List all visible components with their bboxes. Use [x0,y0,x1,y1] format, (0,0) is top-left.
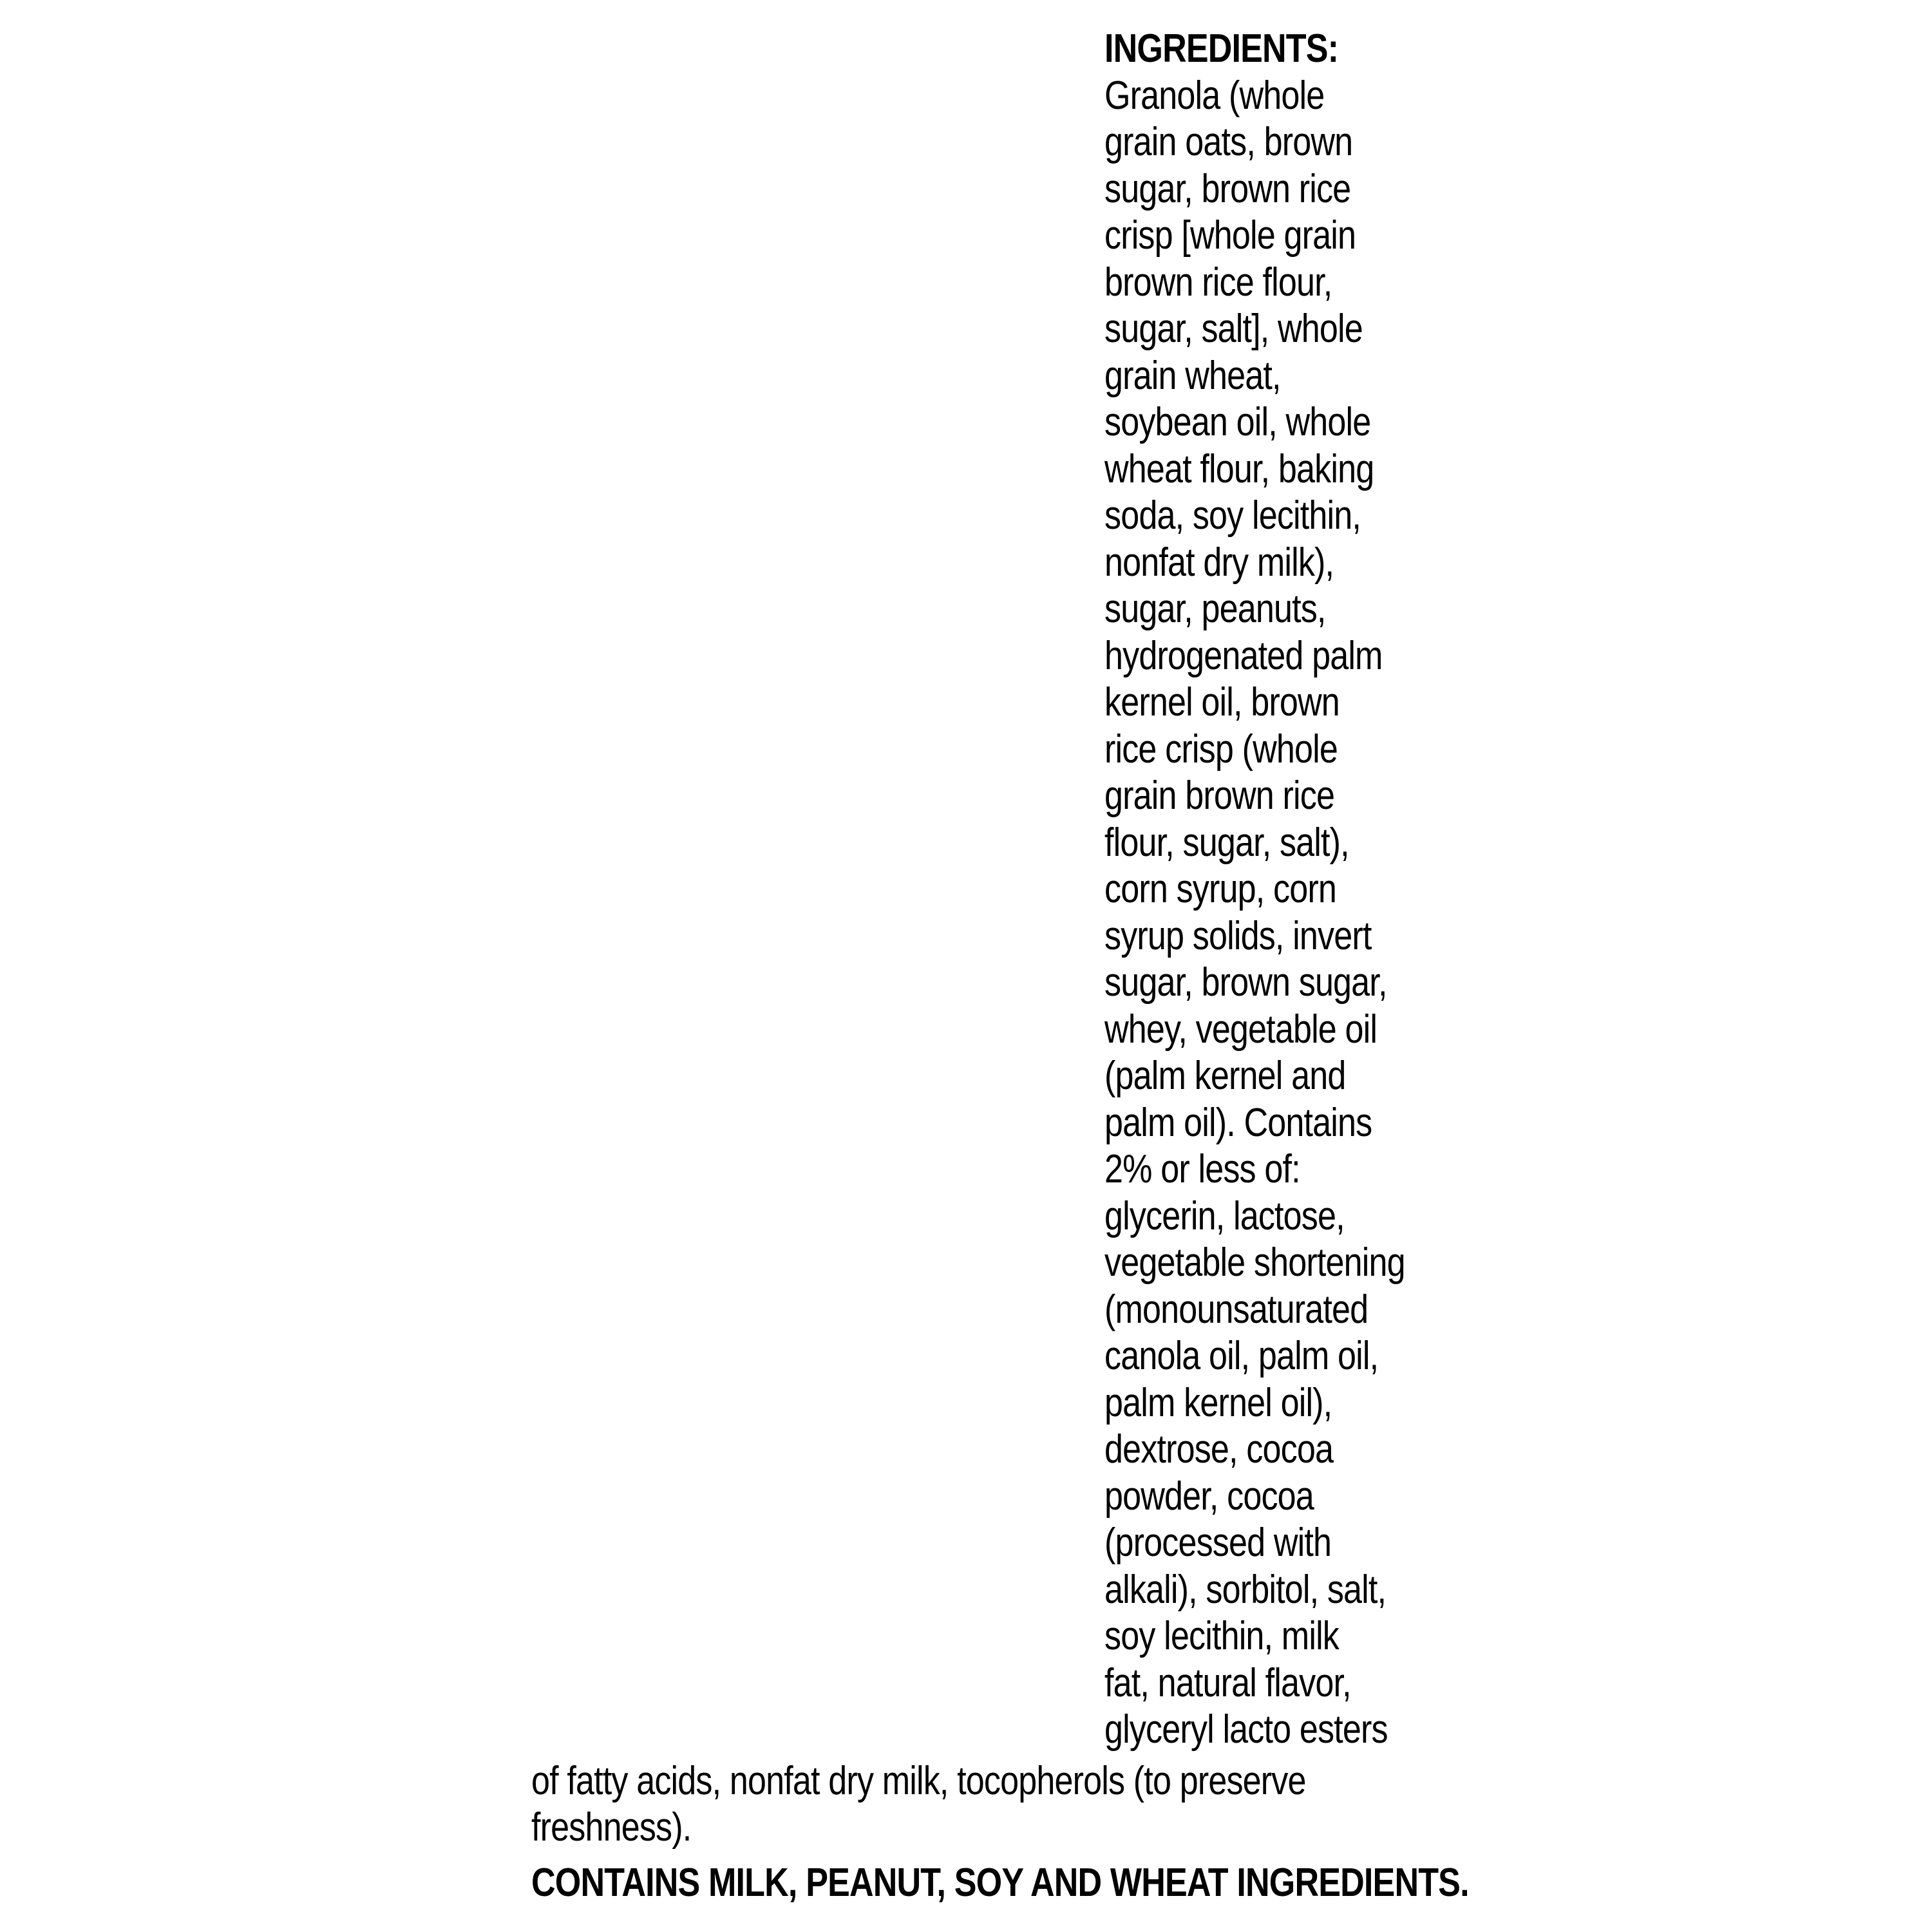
ingredient-line: palm kernel oil), [1104,1380,1332,1425]
ingredient-line: Granola (whole [1104,73,1325,118]
ingredient-line: freshness). [531,1805,692,1850]
allergen-statement: CONTAINS MILK, PEANUT, SOY AND WHEAT INGREDIENTS. [531,1861,1469,1905]
ingredient-line: brown rice flour, [1104,260,1332,305]
ingredient-line: dextrose, cocoa [1104,1427,1334,1472]
ingredient-line: corn syrup, corn [1104,867,1336,911]
ingredients-continuation [531,1758,1433,1851]
ingredient-line: flour, sugar, salt), [1104,820,1349,865]
ingredient-line: powder, cocoa [1104,1473,1314,1519]
ingredient-line: (palm kernel and [1104,1054,1346,1098]
ingredient-line: rice crisp (whole [1104,726,1338,772]
ingredient-line: soybean oil, whole [1104,400,1371,444]
ingredient-line: sugar, peanuts, [1104,587,1326,631]
ingredient-line: glyceryl lacto esters [1104,1707,1388,1752]
ingredient-line: canola oil, palm oil, [1104,1334,1379,1378]
ingredient-line: grain oats, brown [1104,120,1353,164]
ingredient-line: glycerin, lactose, [1104,1193,1345,1238]
ingredients-heading: INGREDIENTS: [1104,26,1339,71]
ingredient-line: sugar, brown rice [1104,166,1351,211]
ingredient-line: grain brown rice [1104,773,1335,818]
ingredient-line: syrup solids, invert [1104,913,1372,958]
ingredient-line: sugar, salt], whole [1104,307,1363,351]
ingredient-line: alkali), sorbitol, salt, [1104,1567,1387,1612]
ingredient-line: nonfat dry milk), [1104,540,1334,585]
ingredient-line: (processed with [1104,1520,1332,1565]
ingredient-line: (monounsaturated [1104,1287,1368,1332]
ingredient-line: 2% or less of: [1104,1147,1300,1191]
ingredient-line: of fatty acids, nonfat dry milk, tocopherols (to preserve [531,1759,1306,1803]
ingredients-column [1104,26,1465,1754]
ingredient-line: sugar, brown sugar, [1104,960,1387,1005]
ingredient-line: vegetable shortening [1104,1240,1405,1285]
ingredient-line: soda, soy lecithin, [1104,493,1361,538]
ingredient-line: fat, natural flavor, [1104,1660,1351,1705]
ingredient-line: kernel oil, brown [1104,680,1340,724]
ingredient-line: palm oil). Contains [1104,1100,1372,1145]
ingredient-line: crisp [whole grain [1104,213,1356,258]
ingredient-line: whey, vegetable oil [1104,1007,1378,1052]
ingredient-line: soy lecithin, milk [1104,1614,1340,1658]
ingredient-line: grain wheat, [1104,353,1281,398]
ingredient-line: wheat flour, baking [1104,446,1374,491]
ingredient-line: hydrogenated palm [1104,633,1383,678]
